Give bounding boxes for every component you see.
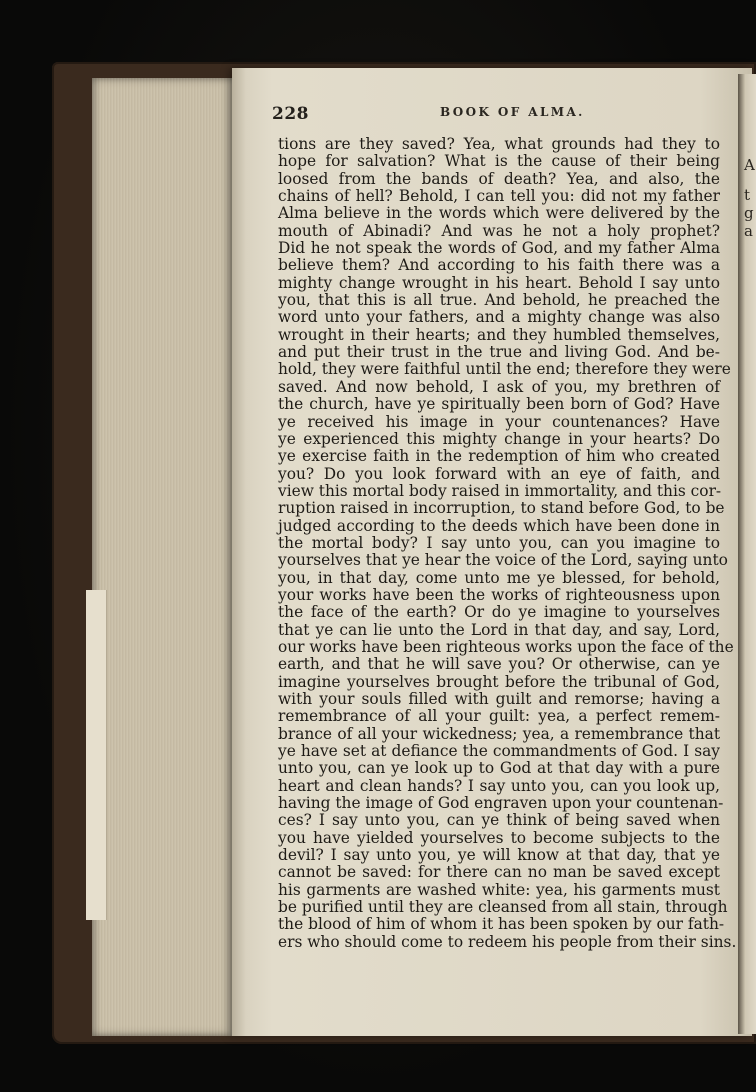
text-line: hope for salvation? What is the cause of their being	[278, 152, 720, 171]
text-line: that ye can lie unto the Lord in that day, and say, Lord,	[278, 620, 720, 639]
text-line: with your souls filled with guilt and remorse; having a	[278, 690, 720, 708]
text-line: yourselves that ye hear the voice of the Lord, saying unto	[278, 551, 728, 570]
text-line: word unto your fathers, and a mighty change was also	[278, 308, 720, 327]
page-edge-tab	[86, 590, 107, 920]
text-line: the church, have ye spiritually been born of God? Have	[278, 395, 720, 414]
text-line: judged according to the deeds which have been done in	[278, 516, 720, 535]
text-line: the mortal body? I say unto you, can you imagine to	[278, 533, 720, 552]
text-line: hold, they were faithful until the end; therefore they were	[278, 360, 731, 379]
text-line: the face of the earth? Or do ye imagine to yourselves	[278, 603, 720, 622]
text-line: devil? I say unto you, ye will know at that day, that ye	[278, 846, 720, 865]
text-line: our works have been righteous works upon the face of the	[278, 637, 734, 656]
body-text	[278, 135, 737, 951]
text-line: your works have been the works of righteousness upon	[278, 585, 720, 604]
next-page-fragment: A	[744, 156, 755, 174]
text-line: imagine yourselves brought before the tribunal of God,	[278, 672, 720, 691]
text-line: view this mortal body raised in immortality, and this cor-	[278, 481, 722, 500]
text-line: Alma believe in the words which were delivered by the	[278, 204, 720, 223]
text-line: having the image of God engraven upon your countenan-	[278, 794, 724, 813]
text-line: remembrance of all your guilt: yea, a perfect remem-	[278, 707, 720, 726]
next-page-fragment: g	[744, 204, 754, 222]
text-line: ruption raised in incorruption, to stand before God, to be	[278, 499, 725, 518]
text-line: chains of hell? Behold, I can tell you: did not my father	[278, 187, 720, 206]
text-line: earth, and that he will save you? Or otherwise, can ye	[278, 655, 720, 674]
next-page-fragment: a	[744, 222, 753, 240]
text-line: be purified until they are cleansed from all stain, through	[278, 898, 728, 917]
text-line: saved. And now behold, I ask of you, my brethren of	[278, 377, 720, 396]
next-page-fragment: t	[744, 186, 751, 204]
text-line: you have yielded yourselves to become subjects to the	[278, 828, 720, 847]
text-line: brance of all your wickedness; yea, a remembrance that	[278, 724, 720, 743]
text-line: ye have set at defiance the commandments of God. I say	[278, 742, 720, 761]
text-line: ye exercise faith in the redemption of him who created	[278, 447, 720, 466]
text-line: tions are they saved? Yea, what grounds had they to	[278, 135, 720, 153]
text-line: mighty change wrought in his heart. Behold I say unto	[278, 273, 720, 292]
page-edges	[92, 78, 238, 1036]
text-line: you, that this is all true. And behold, he preached the	[278, 291, 720, 310]
text-line: cannot be saved: for there can no man be saved except	[278, 863, 720, 882]
text-line: mouth of Abinadi? And was he not a holy prophet?	[278, 221, 720, 240]
text-line: unto you, can ye look up to God at that day with a pure	[278, 759, 720, 778]
text-line: believe them? And according to his faith there was a	[278, 256, 720, 275]
text-line: ers who should come to redeem his people from their sins.	[278, 932, 737, 951]
text-line: ye experienced this mighty change in your hearts? Do	[278, 429, 720, 448]
page-number: 228	[272, 104, 309, 124]
running-head: BOOK OF ALMA.	[440, 105, 585, 119]
text-line: and put their trust in the true and living God. And be-	[278, 343, 720, 362]
text-line: ces? I say unto you, can ye think of being saved when	[278, 811, 720, 830]
text-line: ye received his image in your countenances? Have	[278, 412, 720, 431]
text-line: heart and clean hands? I say unto you, can you look up,	[278, 776, 720, 795]
text-line: Did he not speak the words of God, and my father Alma	[278, 239, 720, 258]
text-line: you? Do you look forward with an eye of faith, and	[278, 464, 720, 483]
next-page-edge	[738, 74, 756, 1034]
text-line: you, in that day, come unto me ye blessed, for behold,	[278, 568, 720, 587]
text-line: wrought in their hearts; and they humbled themselves,	[278, 325, 720, 344]
text-line: the blood of him of whom it has been spoken by our fath-	[278, 915, 725, 934]
text-line: loosed from the bands of death? Yea, and also, the	[278, 169, 720, 188]
text-line: his garments are washed white: yea, his garments must	[278, 880, 720, 899]
